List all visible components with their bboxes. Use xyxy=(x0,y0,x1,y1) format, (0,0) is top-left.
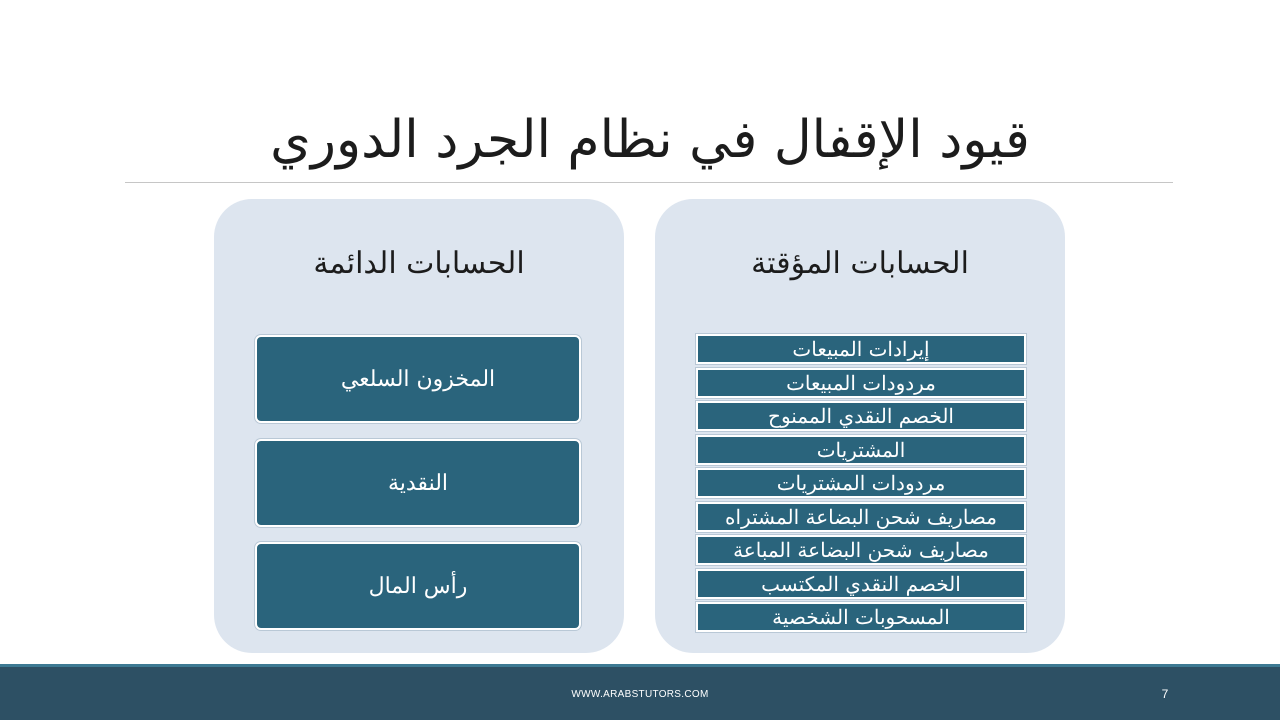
slide-number: 7 xyxy=(1161,687,1169,701)
temporary-accounts-panel xyxy=(655,199,1065,653)
permanent-account-item: رأس المال xyxy=(255,542,581,630)
permanent-accounts-heading: الحسابات الدائمة xyxy=(313,246,525,281)
footer-website: WWW.ARABSTUTORS.COM xyxy=(571,689,709,700)
permanent-accounts-panel xyxy=(214,199,624,653)
temporary-account-item: مردودات المبيعات xyxy=(696,368,1026,398)
slide-title: قيود الإقفال في نظام الجرد الدوري xyxy=(270,110,1030,170)
temporary-account-item: مصاريف شحن البضاعة المشتراه xyxy=(696,502,1026,532)
temporary-account-item: المسحوبات الشخصية xyxy=(696,602,1026,632)
permanent-account-item: النقدية xyxy=(255,439,581,527)
footer-bar xyxy=(0,664,1280,720)
temporary-account-item: المشتريات xyxy=(696,435,1026,465)
temporary-account-item: الخصم النقدي الممنوح xyxy=(696,401,1026,431)
temporary-account-item: مردودات المشتريات xyxy=(696,468,1026,498)
permanent-account-item: المخزون السلعي xyxy=(255,335,581,423)
temporary-accounts-list xyxy=(696,334,1026,636)
temporary-account-item: الخصم النقدي المكتسب xyxy=(696,569,1026,599)
title-divider xyxy=(125,182,1173,183)
temporary-accounts-heading: الحسابات المؤقتة xyxy=(751,246,969,281)
temporary-account-item: مصاريف شحن البضاعة المباعة xyxy=(696,535,1026,565)
temporary-account-item: إيرادات المبيعات xyxy=(696,334,1026,364)
